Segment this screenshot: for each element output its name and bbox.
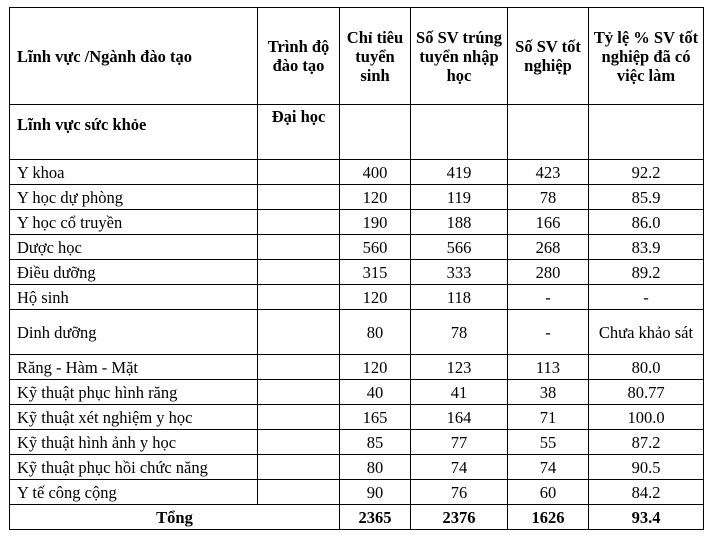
empty-cell (508, 105, 589, 160)
header-graduated: Số SV tốt nghiệp (508, 8, 589, 105)
row-rate: Chưa khảo sát (589, 310, 704, 355)
row-field: Y học cổ truyền (10, 210, 258, 235)
row-level (258, 210, 340, 235)
header-employed-rate: Tỷ lệ % SV tốt nghiệp đã có việc làm (589, 8, 704, 105)
row-enrolled: 119 (411, 185, 508, 210)
row-graduated: 55 (508, 430, 589, 455)
row-level (258, 260, 340, 285)
row-quota: 40 (340, 380, 411, 405)
header-quota: Chỉ tiêu tuyển sinh (340, 8, 411, 105)
row-field: Kỹ thuật phục hồi chức năng (10, 455, 258, 480)
row-graduated: - (508, 285, 589, 310)
row-enrolled: 77 (411, 430, 508, 455)
row-level (258, 160, 340, 185)
empty-cell (411, 105, 508, 160)
row-rate: 90.5 (589, 455, 704, 480)
row-quota: 560 (340, 235, 411, 260)
row-rate: 80.77 (589, 380, 704, 405)
row-field: Dinh dưỡng (10, 310, 258, 355)
row-graduated: 166 (508, 210, 589, 235)
row-quota: 120 (340, 355, 411, 380)
row-rate: 83.9 (589, 235, 704, 260)
row-quota: 120 (340, 285, 411, 310)
row-graduated: - (508, 310, 589, 355)
row-enrolled: 74 (411, 455, 508, 480)
enrollment-table (9, 7, 704, 530)
table-row (10, 185, 704, 210)
row-graduated: 423 (508, 160, 589, 185)
row-graduated: 78 (508, 185, 589, 210)
row-quota: 315 (340, 260, 411, 285)
row-graduated: 74 (508, 455, 589, 480)
row-enrolled: 123 (411, 355, 508, 380)
empty-cell (340, 105, 411, 160)
row-field: Y tế công cộng (10, 480, 258, 505)
row-enrolled: 78 (411, 310, 508, 355)
header-field: Lĩnh vực /Ngành đào tạo (10, 8, 258, 105)
row-rate: 80.0 (589, 355, 704, 380)
total-rate: 93.4 (589, 505, 704, 530)
header-row (10, 8, 704, 105)
row-rate: 86.0 (589, 210, 704, 235)
row-level (258, 235, 340, 260)
row-rate: 84.2 (589, 480, 704, 505)
table-row (10, 235, 704, 260)
row-field: Điều dưỡng (10, 260, 258, 285)
section-level: Đại học (258, 105, 340, 160)
row-enrolled: 164 (411, 405, 508, 430)
row-rate: 92.2 (589, 160, 704, 185)
row-field: Y khoa (10, 160, 258, 185)
row-level (258, 380, 340, 405)
table-row (10, 210, 704, 235)
row-enrolled: 419 (411, 160, 508, 185)
row-quota: 120 (340, 185, 411, 210)
total-graduated: 1626 (508, 505, 589, 530)
row-rate: 100.0 (589, 405, 704, 430)
row-rate: 89.2 (589, 260, 704, 285)
row-level (258, 455, 340, 480)
row-quota: 80 (340, 455, 411, 480)
row-quota: 190 (340, 210, 411, 235)
table-row (10, 380, 704, 405)
row-level (258, 430, 340, 455)
total-label: Tổng (10, 505, 340, 530)
row-field: Kỹ thuật xét nghiệm y học (10, 405, 258, 430)
header-enrolled: Số SV trúng tuyển nhập học (411, 8, 508, 105)
table-row (10, 355, 704, 380)
row-field: Răng - Hàm - Mặt (10, 355, 258, 380)
row-level (258, 185, 340, 210)
row-enrolled: 188 (411, 210, 508, 235)
row-enrolled: 333 (411, 260, 508, 285)
row-graduated: 113 (508, 355, 589, 380)
row-level (258, 355, 340, 380)
row-enrolled: 118 (411, 285, 508, 310)
row-field: Y học dự phòng (10, 185, 258, 210)
table-row (10, 310, 704, 355)
row-rate: 85.9 (589, 185, 704, 210)
row-graduated: 71 (508, 405, 589, 430)
row-level (258, 405, 340, 430)
row-quota: 80 (340, 310, 411, 355)
table-row (10, 285, 704, 310)
total-quota: 2365 (340, 505, 411, 530)
row-field: Kỹ thuật phục hình răng (10, 380, 258, 405)
row-rate: - (589, 285, 704, 310)
total-enrolled: 2376 (411, 505, 508, 530)
section-row (10, 105, 704, 160)
table-row (10, 480, 704, 505)
section-field: Lĩnh vực sức khỏe (10, 105, 258, 160)
row-field: Kỹ thuật hình ảnh y học (10, 430, 258, 455)
row-field: Dược học (10, 235, 258, 260)
row-quota: 90 (340, 480, 411, 505)
row-level (258, 310, 340, 355)
row-level (258, 285, 340, 310)
row-quota: 165 (340, 405, 411, 430)
row-rate: 87.2 (589, 430, 704, 455)
empty-cell (589, 105, 704, 160)
row-level (258, 480, 340, 505)
row-graduated: 38 (508, 380, 589, 405)
table-row (10, 430, 704, 455)
table-row (10, 160, 704, 185)
header-level: Trình độ đào tạo (258, 8, 340, 105)
row-quota: 85 (340, 430, 411, 455)
row-enrolled: 41 (411, 380, 508, 405)
row-graduated: 280 (508, 260, 589, 285)
table-row (10, 260, 704, 285)
table-row (10, 455, 704, 480)
row-quota: 400 (340, 160, 411, 185)
row-field: Hộ sinh (10, 285, 258, 310)
row-enrolled: 566 (411, 235, 508, 260)
row-graduated: 268 (508, 235, 589, 260)
total-row (10, 505, 704, 530)
row-enrolled: 76 (411, 480, 508, 505)
row-graduated: 60 (508, 480, 589, 505)
table-row (10, 405, 704, 430)
